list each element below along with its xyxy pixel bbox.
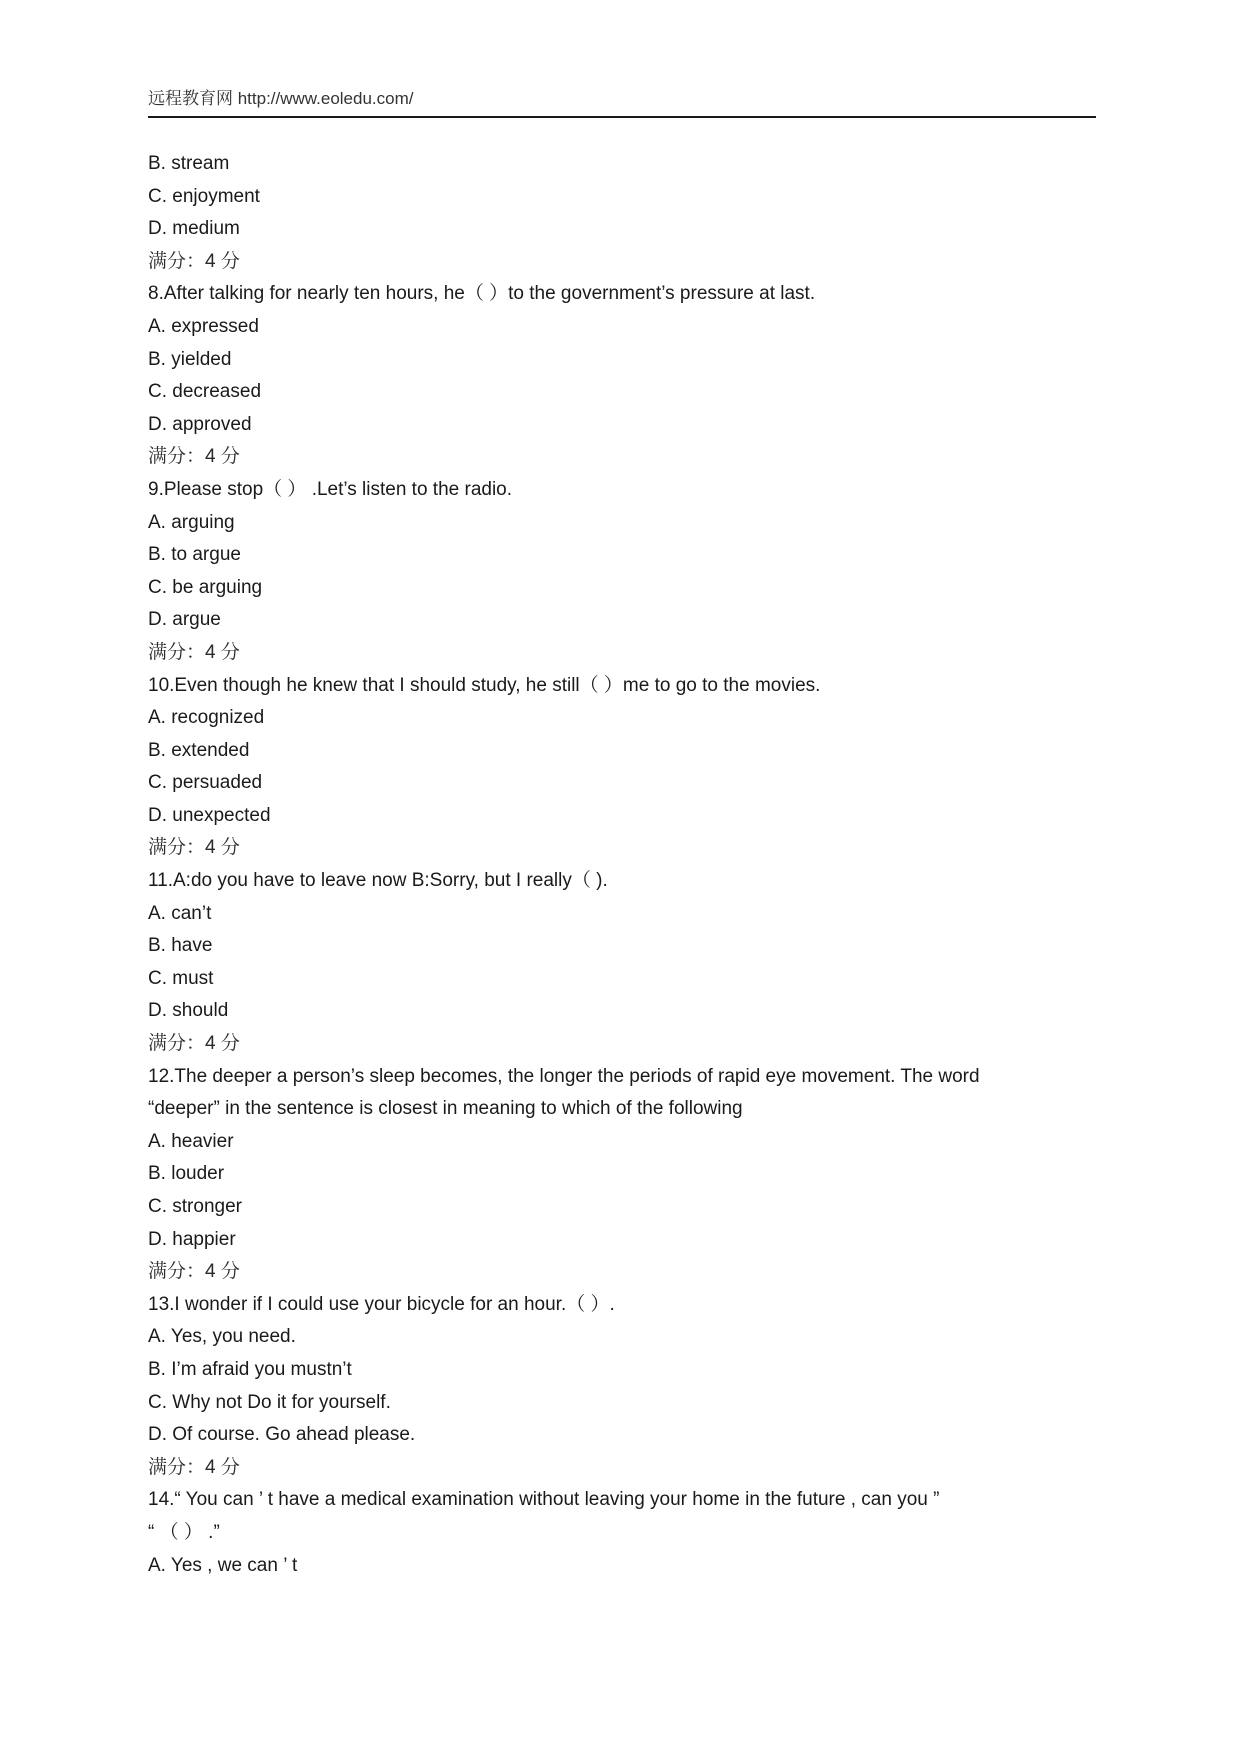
question-text: 13.I wonder if I could use your bicycle for an hour.（ ）. [148,1293,615,1315]
answer-option: B. to argue [148,544,241,566]
answer-option: B. I’m afraid you mustn’t [148,1358,352,1380]
answer-option: A. arguing [148,511,235,533]
score-label: 满分：4 分 [148,641,240,663]
answer-option: D. medium [148,218,240,240]
answer-option: B. yielded [148,348,232,370]
answer-option: B. have [148,935,213,957]
answer-option: D. argue [148,609,221,631]
answer-option: A. expressed [148,315,259,337]
exam-content [148,148,1096,1582]
question-text: 9.Please stop（ ） .Let’s listen to the radio. [148,478,513,500]
answer-option: C. decreased [148,381,262,403]
score-label: 满分：4 分 [148,837,240,859]
answer-option: A. can’t [148,902,212,924]
answer-option: D. happier [148,1228,236,1250]
question-text: 10.Even though he knew that I should study, he still（ ）me to go to the movies. [148,674,821,696]
score-label: 满分：4 分 [148,1033,240,1055]
header-site-text: 远程教育网 http://www.eoledu.com/ [148,89,414,108]
answer-option: C. must [148,967,214,989]
answer-option: A. recognized [148,707,265,729]
page-header [148,88,1096,118]
answer-option: D. unexpected [148,804,271,826]
answer-option: D. should [148,1000,229,1022]
score-label: 满分：4 分 [148,446,240,468]
question-text: 14.“ You can ’ t have a medical examination without leaving your home in the future , can you ” [148,1489,940,1511]
question-text: “ （ ） .” [148,1521,220,1543]
answer-option: C. Why not Do it for yourself. [148,1391,391,1413]
score-label: 满分：4 分 [148,1261,240,1283]
question-text: 12.The deeper a person’s sleep becomes, the longer the periods of rapid eye movement. The word [148,1065,980,1087]
answer-option: B. louder [148,1163,225,1185]
question-text: 11.A:do you have to leave now B:Sorry, but I really（ ). [148,870,608,892]
answer-option: C. stronger [148,1196,242,1217]
answer-option: B. stream [148,153,230,174]
question-text: 8.After talking for nearly ten hours, he（ ）to the government’s pressure at last. [148,283,816,305]
score-label: 满分：4 分 [148,250,240,272]
score-label: 满分：4 分 [148,1456,240,1478]
answer-option: B. extended [148,739,250,761]
answer-option: C. persuaded [148,772,263,794]
answer-option: A. Yes, you need. [148,1326,296,1348]
question-text: “deeper” in the sentence is closest in meaning to which of the following [148,1098,743,1120]
answer-option: D. approved [148,413,252,435]
answer-option: C. be arguing [148,576,263,598]
answer-option: C. enjoyment [148,185,260,207]
answer-option: A. heavier [148,1130,234,1152]
answer-option: A. Yes , we can ’ t [148,1554,298,1576]
answer-option: D. Of course. Go ahead please. [148,1424,416,1446]
